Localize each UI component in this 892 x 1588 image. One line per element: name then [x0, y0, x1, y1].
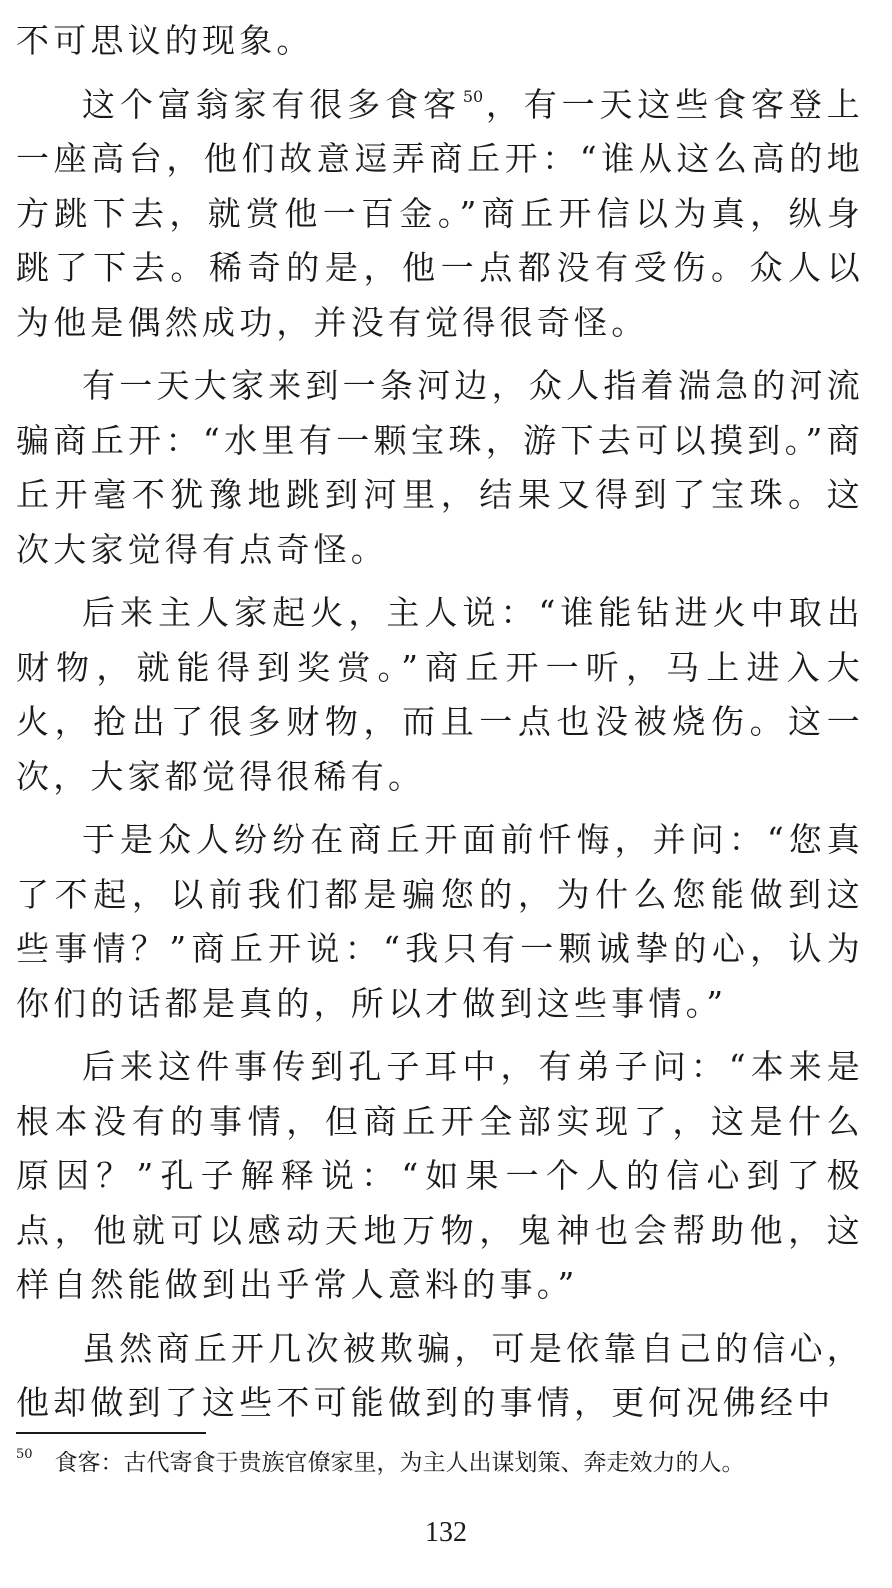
- footnote: [16, 1446, 876, 1480]
- paragraph-text: 这个富翁家有很多食客: [82, 84, 461, 124]
- page-number: 132: [425, 1517, 467, 1548]
- paragraph: 有一天大家来到一条河边，众人指着湍急的河流骗商丘开：“水里有一颗宝珠，游下去可以摸到。”商丘开毫不犹豫地跳到河里，结果又得到了宝珠。这次大家觉得有点奇怪。: [16, 366, 864, 569]
- paragraph: 后来主人家起火，主人说：“谁能钻进火中取出财物，就能得到奖赏。”商丘开一听，马上进入大火，抢出了很多财物，而且一点也没被烧伤。这一次，大家都觉得很稀有。: [16, 593, 864, 796]
- footnote-reference[interactable]: 50: [462, 86, 484, 106]
- footnote-divider: [16, 1432, 206, 1434]
- paragraph: 虽然商丘开几次被欺骗，可是依靠自己的信心，他却做到了这些不可能做到的事情，更何况佛经中: [16, 1328, 864, 1422]
- body-text: [16, 14, 864, 1440]
- paragraph-text: ，有一天这些食客登上一座高台，他们故意逗弄商丘开：“谁从这么高的地方跳下去，就赏他一百金。”商丘开信以为真，纵身跳了下去。稀奇的是，他一点都没有受伤。众人以为他是偶然成功，并没有觉得很奇怪。: [16, 84, 865, 342]
- paragraph: [16, 78, 864, 351]
- paragraph: 后来这件事传到孔子耳中，有弟子问：“本来是根本没有的事情，但商丘开全部实现了，这是什么原因？”孔子解释说：“如果一个人的信心到了极点，他就可以感动天地万物，鬼神也会帮助他，这样自然能做到出乎常人意料的事。”: [16, 1047, 864, 1304]
- paragraph-continuation: 不可思议的现象。: [16, 21, 314, 60]
- paragraph: 于是众人纷纷在商丘开面前忏悔，并问：“您真了不起，以前我们都是骗您的，为什么您能做到这些事情？”商丘开说：“我只有一颗诚挚的心，认为你们的话都是真的，所以才做到这些事情。”: [16, 820, 864, 1023]
- footnote-number: 50: [16, 1447, 33, 1462]
- footnote-text: 食客：古代寄食于贵族官僚家里，为主人出谋划策、奔走效力的人。: [54, 1450, 745, 1476]
